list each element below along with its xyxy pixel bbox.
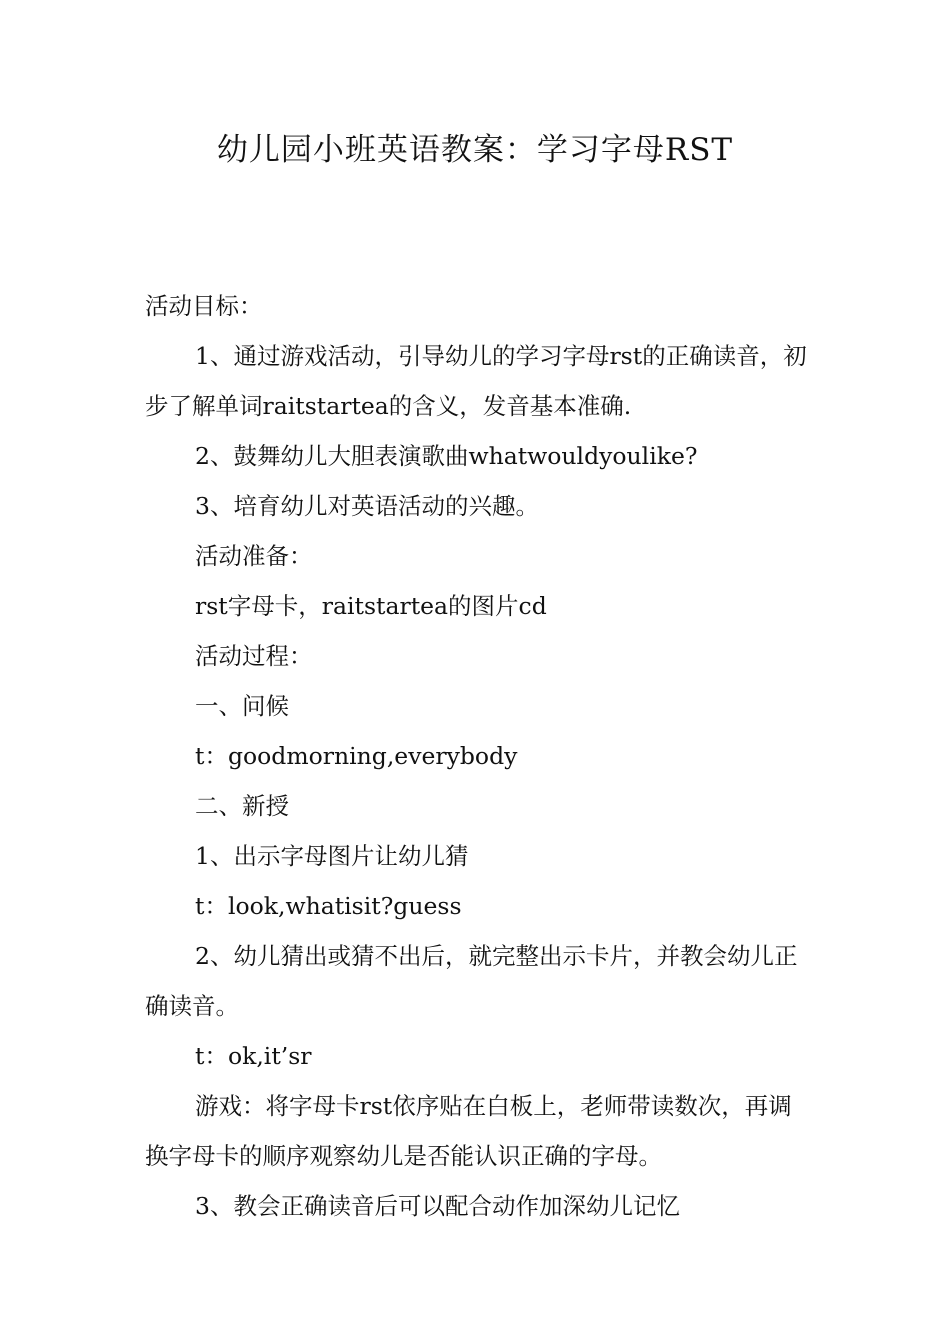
- paragraph: 3、培育幼儿对英语活动的兴趣。: [195, 492, 539, 520]
- paragraph: 游戏：将字母卡rst依序贴在白板上，老师带读数次，再调换字母卡的顺序观察幼儿是否能认识正确的字母。: [145, 1092, 792, 1170]
- paragraph: 2、鼓舞幼儿大胆表演歌曲whatwouldyoulike?: [195, 442, 698, 470]
- paragraph: 活动准备：: [195, 542, 313, 570]
- paragraph: 1、通过游戏活动，引导幼儿的学习字母rst的正确读音，初步了解单词raitstartea的含义，发音基本准确.: [145, 342, 807, 420]
- paragraph: 二、新授: [195, 792, 289, 820]
- paragraph: 活动过程：: [195, 642, 313, 670]
- paragraph: t：goodmorning,everybody: [195, 742, 518, 770]
- paragraph: 3、教会正确读音后可以配合动作加深幼儿记忆: [195, 1192, 680, 1220]
- document-title: 幼儿园小班英语教案：学习字母RST: [216, 132, 734, 168]
- paragraph: t：ok,it’sr: [195, 1042, 312, 1070]
- document-body: [145, 281, 810, 1231]
- paragraph: 1、出示字母图片让幼儿猜: [195, 842, 469, 870]
- paragraph: rst字母卡，raitstartea的图片cd: [195, 592, 547, 620]
- paragraph: t：look,whatisit?guess: [195, 892, 462, 920]
- paragraph: 活动目标：: [145, 292, 263, 320]
- paragraph: 2、幼儿猜出或猜不出后，就完整出示卡片，并教会幼儿正确读音。: [145, 942, 798, 1020]
- paragraph: 一、问候: [195, 692, 289, 720]
